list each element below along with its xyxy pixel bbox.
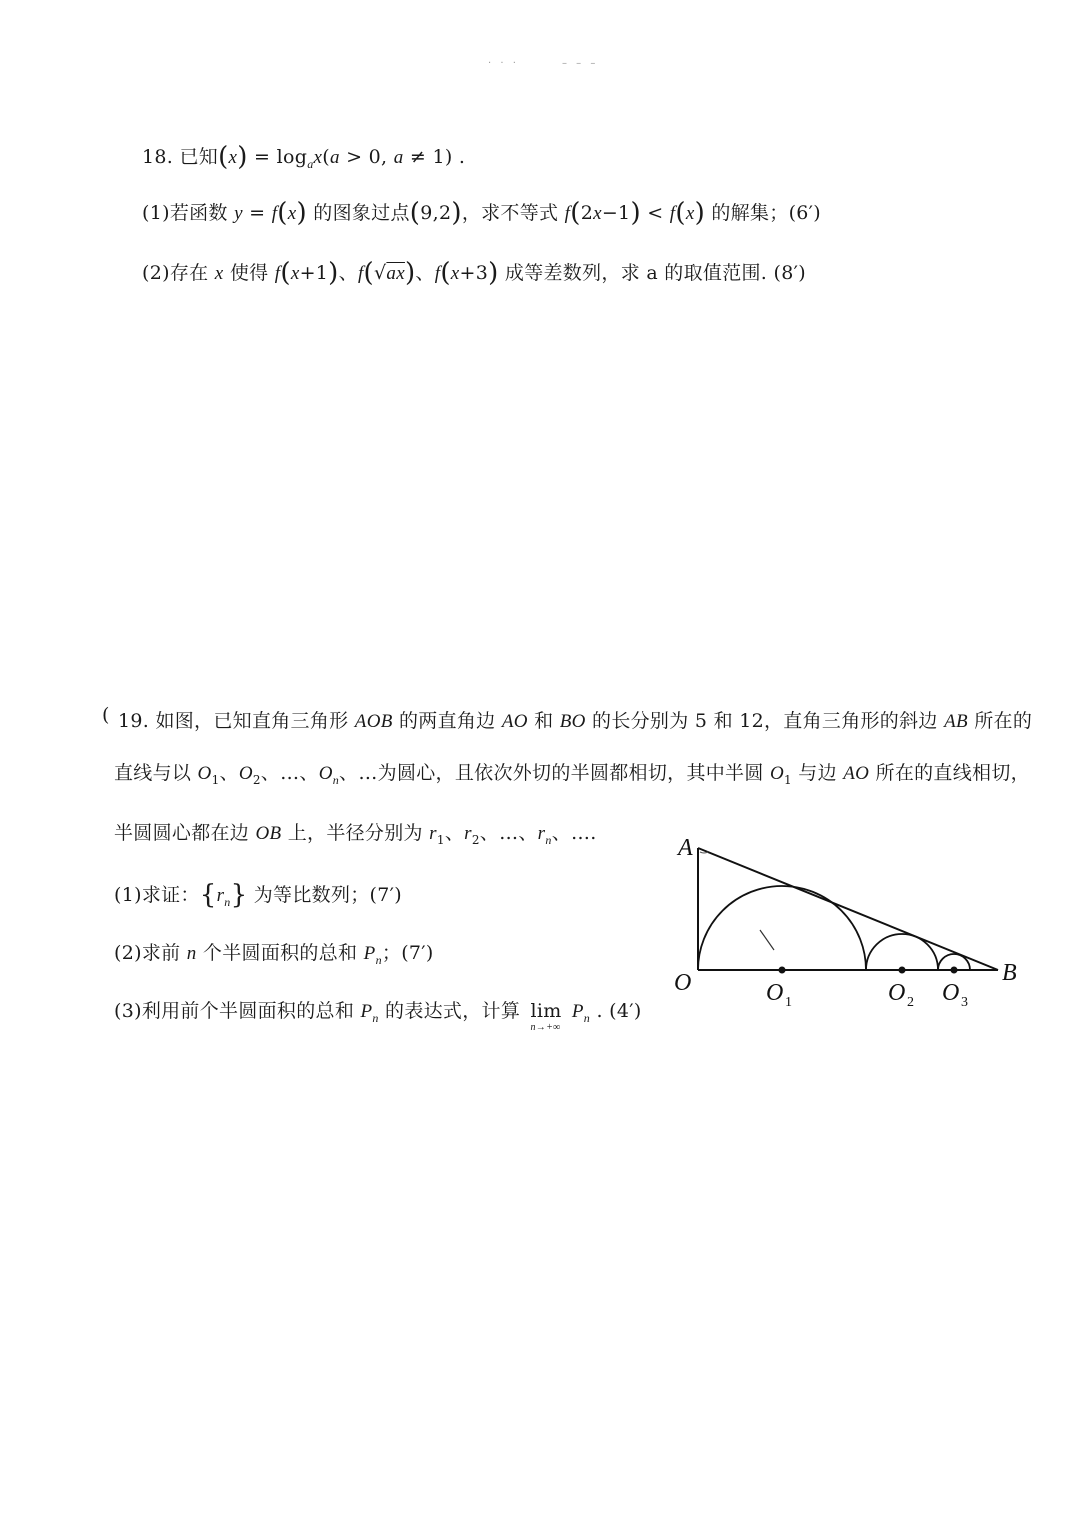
q19-line1: 19. 如图，已知直角三角形 AOB 的两直角边 AO 和 BO 的长分别为 5 和 12，直角三角形的斜边 AB 所在的 xyxy=(118,710,1033,732)
q19-part2: (2)求前 n 个半圆面积的总和 $P_n$；(7′) xyxy=(114,942,434,967)
q18-stem: 18. 已知$(x) = \log_ax(a > 0$, a ≠ 1) . xyxy=(142,142,466,172)
q19-line2: 直线与以 $O_1$、$O_2$、…、$O_n$、…为圆心，且依次外切的半圆都相切，其中半圆 $O_1$ 与边 AO 所在的直线相切， xyxy=(114,762,1030,787)
q18-part1: (1)若函数 y = f(x) 的图象过点(9,2)，求不等式 f(2x−1) < f(x) 的解集；(6′) xyxy=(142,198,821,228)
label-O3: O xyxy=(942,980,960,1006)
scan-mark: · · · xyxy=(488,58,519,69)
q19-line3: 半圆圆心都在边 OB 上，半径分别为 $r_1$、$r_2$、…、$r_n$、…. xyxy=(114,822,597,847)
label-O1: O xyxy=(766,980,784,1006)
q19-part1: (1)求证：$\{r_n\}$ 为等比数列；(7′) xyxy=(114,880,402,910)
scan-mark: – – – xyxy=(562,58,599,69)
label-O3-sub: 3 xyxy=(961,995,968,1010)
q19-part3: (3)利用前个半圆面积的总和 $P_n$ 的表达式，计算 lim n→+∞ $P_n$ . (4′) xyxy=(114,1000,642,1033)
label-B: B xyxy=(1002,960,1017,986)
pencil-mark xyxy=(760,930,774,950)
hypotenuse-AB xyxy=(698,848,998,970)
center-O3 xyxy=(951,967,958,974)
label-A: A xyxy=(678,835,693,861)
q18-part2: (2)存在 x 使得 f(x+1)、f(√ax)、f(x+3) 成等差数列，求 a 的取值范围. (8′) xyxy=(142,258,806,288)
margin-mark: ( xyxy=(102,704,110,726)
center-O1 xyxy=(779,967,786,974)
label-O2: O xyxy=(888,980,906,1006)
semicircle-O2 xyxy=(866,934,938,970)
pencil-mark xyxy=(700,852,708,853)
center-O2 xyxy=(899,967,906,974)
label-O1-sub: 1 xyxy=(785,995,792,1010)
label-O: O xyxy=(674,970,692,996)
semicircle-O1 xyxy=(698,886,866,970)
label-O2-sub: 2 xyxy=(907,995,914,1010)
